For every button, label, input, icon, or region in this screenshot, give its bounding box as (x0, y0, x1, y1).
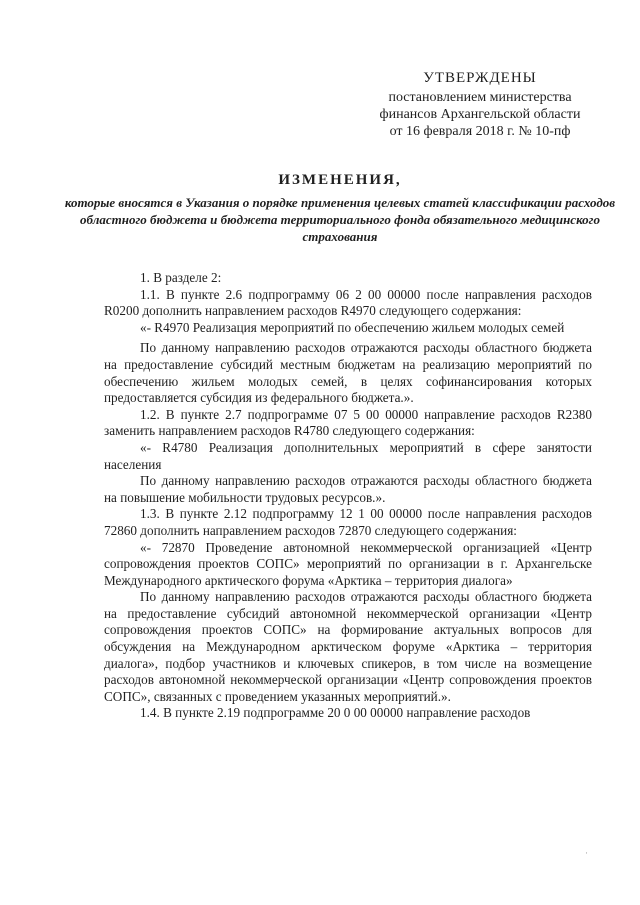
paragraph-section-1: 1. В разделе 2: (140, 270, 222, 285)
approval-line-2: финансов Архангельской области (379, 107, 581, 122)
paragraph-72870-title: «- 72870 Проведение автономной некоммерческой организацией «Центр сопровождения проектов СОПС» мероприятий по организации в г. Архангельске Международного арктического форума «Арктика – территория диалога» (104, 539, 592, 588)
paragraph-1-1: 1.1. В пункте 2.6 подпрограмму 06 2 00 00000 после направления расходов R0200 дополнить направлением расходов R4970 следующего содержания: (104, 286, 592, 319)
document-body (104, 270, 592, 722)
document-title-block (60, 172, 620, 245)
paragraph-1-2: 1.2. В пункте 2.7 подпрограмме 07 5 00 00000 направление расходов R2380 заменить направлением расходов R4780 следующего содержания: (104, 406, 592, 439)
approval-line-3: от 16 февраля 2018 г. № 10-пф (389, 124, 571, 139)
approval-stamp (360, 70, 600, 140)
paragraph-r4970-text: По данному направлению расходов отражаются расходы областного бюджета на предоставление субсидий местным бюджетам на реализацию мероприятий по обеспечению жильем молодых семей, в целях софинансирования которых предоставляется субсидия из федерального бюджета.». (104, 340, 592, 406)
approval-heading: УТВЕРЖДЕНЫ (423, 70, 537, 86)
paragraph-1-3: 1.3. В пункте 2.12 подпрограмму 12 1 00 00000 после направления расходов 72860 дополнить направлением расходов 72870 следующего содержания: (104, 506, 592, 538)
paragraph-r4780-title: «- R4780 Реализация дополнительных мероприятий в сфере занятости населения (104, 439, 592, 472)
paragraph-r4970-title: «- R4970 Реализация мероприятий по обеспечению жильем молодых семей (140, 319, 565, 335)
document-subtitle: которые вносятся в Указания о порядке применения целевых статей классификации расходов областного бюджета и бюджета территориального фонда обязательного медицинского страхования (64, 195, 616, 244)
document-title: ИЗМЕНЕНИЯ, (278, 172, 402, 188)
paragraph-r4780-text: По данному направлению расходов отражаются расходы областного бюджета на повышение мобильности трудовых ресурсов.». (104, 473, 592, 505)
approval-line-1: постановлением министерства (388, 90, 572, 105)
paragraph-72870-text: По данному направлению расходов отражаются расходы областного бюджета на предоставление субсидий автономной некоммерческой организации «Центр сопровождения проектов СОПС» на формирование актуальных вопросов для обсуждения на Международном арктическом форуме «Арктика – территория диалога», подбор участников и ключевых спикеров, в том числе на возмещение расходов автономной некоммерческой организации «Центр сопровождения проектов СОПС», связанных с проведением указанных мероприятий.». (104, 589, 592, 704)
paragraph-1-4: 1.4. В пункте 2.19 подпрограмме 20 0 00 00000 направление расходов (140, 705, 531, 721)
scan-mark: · (585, 848, 588, 858)
